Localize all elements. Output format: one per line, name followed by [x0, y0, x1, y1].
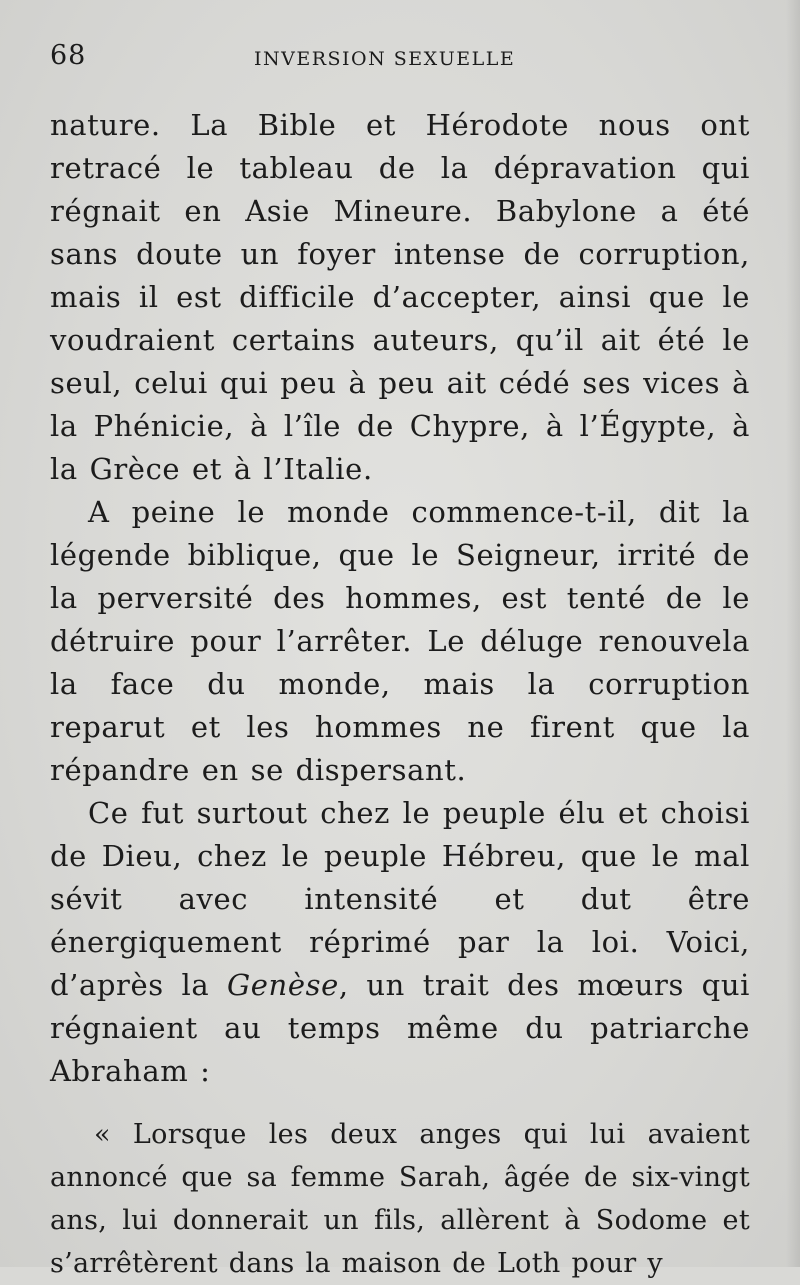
page-number: 68 [50, 40, 87, 71]
paragraph-3 [50, 792, 750, 1093]
paragraph-2: A peine le monde commence-t-il, dit la légende biblique, que le Seigneur, irrité de la perversité des hommes, est tenté de le détruire pour l’arrêter. Le déluge renouvela la face du monde, mais la corruption reparut et les hommes ne firent que la répandre en se dispersant. [50, 495, 750, 787]
paragraph-3-text-after: , un trait des mœurs qui régnaient au temps même du patriarche Abraham : [50, 968, 750, 1088]
page-header [50, 40, 748, 80]
paragraph-1: nature. La Bible et Hérodote nous ont retracé le tableau de la dépravation qui régnait en Asie Mineure. Babylone a été sans doute un foyer intense de corruption, mais il est difficile d’accepter, ainsi que le voudraient certains auteurs, qu’il ait été le seul, celui qui peu à peu ait cédé ses vices à la Phénicie, à l’île de Chypre, à l’Égypte, à la Grèce et à l’Italie. [50, 108, 750, 486]
page-edge-shadow [786, 0, 800, 1267]
genese-title: Genèse [227, 968, 339, 1002]
body-text [50, 104, 750, 1285]
running-title: INVERSION SEXUELLE [254, 48, 516, 70]
block-quote: « Lorsque les deux anges qui lui avaient annoncé que sa femme Sarah, âgée de six-vingt ans, lui donnerait un fils, allèrent à Sodome et s’arrêtèrent dans la maison de Loth pour y [50, 1119, 750, 1279]
paragraph-3-text-before: Ce fut surtout chez le peuple élu et choisi de Dieu, chez le peuple Hébreu, que le mal sévit avec intensité et dut être énergiquement réprimé par la loi. Voici, d’après la [50, 796, 750, 1002]
